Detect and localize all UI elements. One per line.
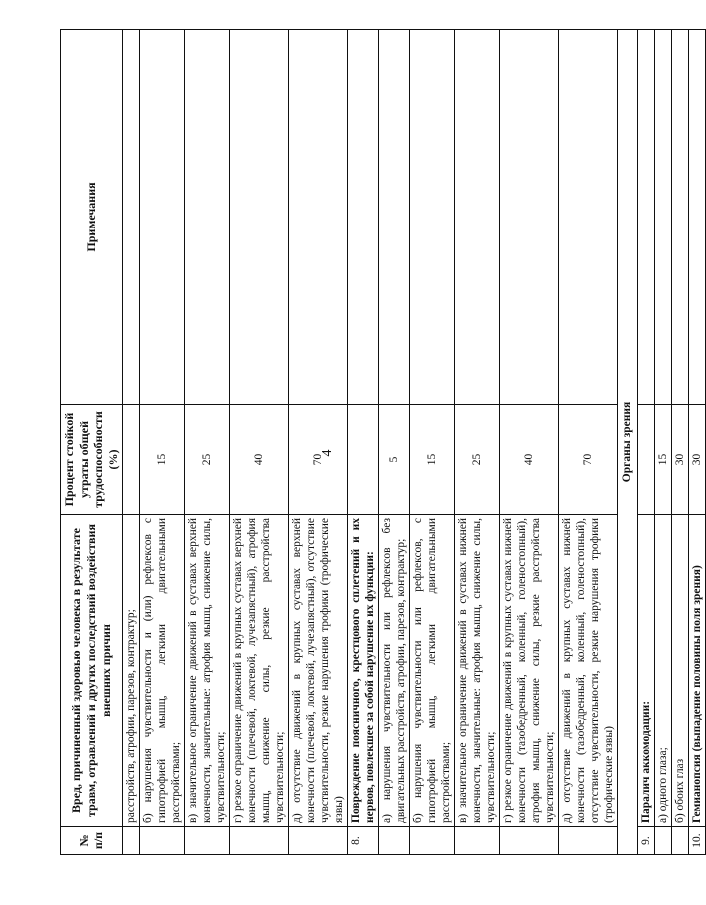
- cell-text: г) резкое ограничение движений в крупных суставах верхней конечности (плечевой, локтевой, лучезапястный), атрофия мышц, снижение силы, резкие расстройства чувствительности;: [229, 515, 288, 827]
- cell-num: 9.: [638, 827, 655, 855]
- cell-notes: [655, 30, 672, 405]
- injury-percentage-table: [60, 29, 706, 855]
- cell-notes: [454, 30, 499, 405]
- cell-percent: 40: [499, 405, 558, 515]
- cell-percent: [122, 405, 139, 515]
- cell-num: [378, 827, 409, 855]
- cell-notes: [689, 30, 706, 405]
- cell-num: [229, 827, 288, 855]
- header-percent: Процент стойкой утраты общей трудоспособности (%): [61, 405, 123, 515]
- cell-notes: [409, 30, 454, 405]
- page-number: 4: [320, 449, 335, 457]
- cell-notes: [378, 30, 409, 405]
- cell-num: 8.: [347, 827, 378, 855]
- table-row: [454, 30, 499, 855]
- table-row: [672, 30, 689, 855]
- cell-num: [409, 827, 454, 855]
- cell-num: 10.: [689, 827, 706, 855]
- cell-num: [288, 827, 347, 855]
- cell-text: Паралич аккомодации:: [638, 515, 655, 827]
- cell-num: [672, 827, 689, 855]
- table-header-row: [61, 30, 123, 855]
- cell-notes: [184, 30, 229, 405]
- cell-percent: [638, 405, 655, 515]
- cell-percent: 70: [288, 405, 347, 515]
- cell-text: д) отсутствие движений в крупных суставах нижней конечности (тазобедренный, коленный, голеностопный), отсутствие чувствительности, резкие нарушения трофики (трофические язвы): [558, 515, 617, 827]
- table-row: [122, 30, 139, 855]
- cell-num: [655, 827, 672, 855]
- cell-percent: 25: [454, 405, 499, 515]
- cell-text: б) обоих глаз: [672, 515, 689, 827]
- table-row: [378, 30, 409, 855]
- cell-text: в) значительное ограничение движений в суставах верхней конечности, значительные: атрофия мышц, снижение силы, чувствительности;: [184, 515, 229, 827]
- cell-notes: [558, 30, 617, 405]
- cell-text: б) нарушения чувствительности и (или) рефлексов с гипотрофией мышц, легкими двигательными расстройствами;: [139, 515, 184, 827]
- rotated-table-page: [60, 30, 704, 855]
- cell-notes: [288, 30, 347, 405]
- cell-percent: 25: [184, 405, 229, 515]
- table-row: [558, 30, 617, 855]
- section-title-vision: Органы зрения: [618, 30, 638, 855]
- cell-percent: 30: [689, 405, 706, 515]
- cell-percent: [347, 405, 378, 515]
- header-num: № п/п: [61, 827, 123, 855]
- cell-num: [139, 827, 184, 855]
- cell-text: Повреждение поясничного, крестцового сплетений и их нервов, повлекшее за собой нарушение их функции:: [347, 515, 378, 827]
- table-row: [139, 30, 184, 855]
- table-row: [409, 30, 454, 855]
- cell-num: [454, 827, 499, 855]
- table-row: [655, 30, 672, 855]
- cell-text: а) одного глаза;: [655, 515, 672, 827]
- cell-text: д) отсутствие движений в крупных суставах верхней конечности (плечевой, локтевой, лучезапястный), отсутствие чувствительности, резкие нарушения трофики (трофические язвы): [288, 515, 347, 827]
- cell-percent: 30: [672, 405, 689, 515]
- cell-text: Гемианопсия (выпадение половины поля зрения): [689, 515, 706, 827]
- table-row: [184, 30, 229, 855]
- cell-num: [499, 827, 558, 855]
- cell-num: [122, 827, 139, 855]
- cell-text: г) резкое ограничение движений в крупных суставах нижней конечности (тазобедренный, коленный, голеностопный), атрофия мышц, снижение силы, резкие расстройства чувствительности;: [499, 515, 558, 827]
- cell-text: расстройств, атрофии, парезов, контрактур;: [122, 515, 139, 827]
- section-row: [618, 30, 638, 855]
- cell-notes: [638, 30, 655, 405]
- cell-percent: 70: [558, 405, 617, 515]
- cell-notes: [229, 30, 288, 405]
- cell-notes: [122, 30, 139, 405]
- cell-text: а) нарушения чувствительности или рефлексов без двигательных расстройств, атрофии, парезов, контрактур;: [378, 515, 409, 827]
- table-row: [347, 30, 378, 855]
- cell-percent: 15: [655, 405, 672, 515]
- header-notes: Примечания: [61, 30, 123, 405]
- cell-notes: [672, 30, 689, 405]
- cell-percent: 5: [378, 405, 409, 515]
- cell-percent: 40: [229, 405, 288, 515]
- table-row: [288, 30, 347, 855]
- table-row: [499, 30, 558, 855]
- cell-notes: [499, 30, 558, 405]
- table-row: [689, 30, 706, 855]
- cell-percent: 15: [139, 405, 184, 515]
- cell-notes: [139, 30, 184, 405]
- table-row: [638, 30, 655, 855]
- cell-num: [558, 827, 617, 855]
- cell-text: б) нарушения чувствительности или рефлексов, с гипотрофией мышц, легкими двигательными расстройствами;: [409, 515, 454, 827]
- cell-num: [184, 827, 229, 855]
- header-harm: Вред, причиненный здоровью человека в результате травм, отравлений и других последствий воздействия внешних причин: [61, 515, 123, 827]
- cell-percent: 15: [409, 405, 454, 515]
- cell-text: в) значительное ограничение движений в суставах нижней конечности, значительные: атрофия мышц, снижение силы, чувствительности;: [454, 515, 499, 827]
- table-row: [229, 30, 288, 855]
- cell-notes: [347, 30, 378, 405]
